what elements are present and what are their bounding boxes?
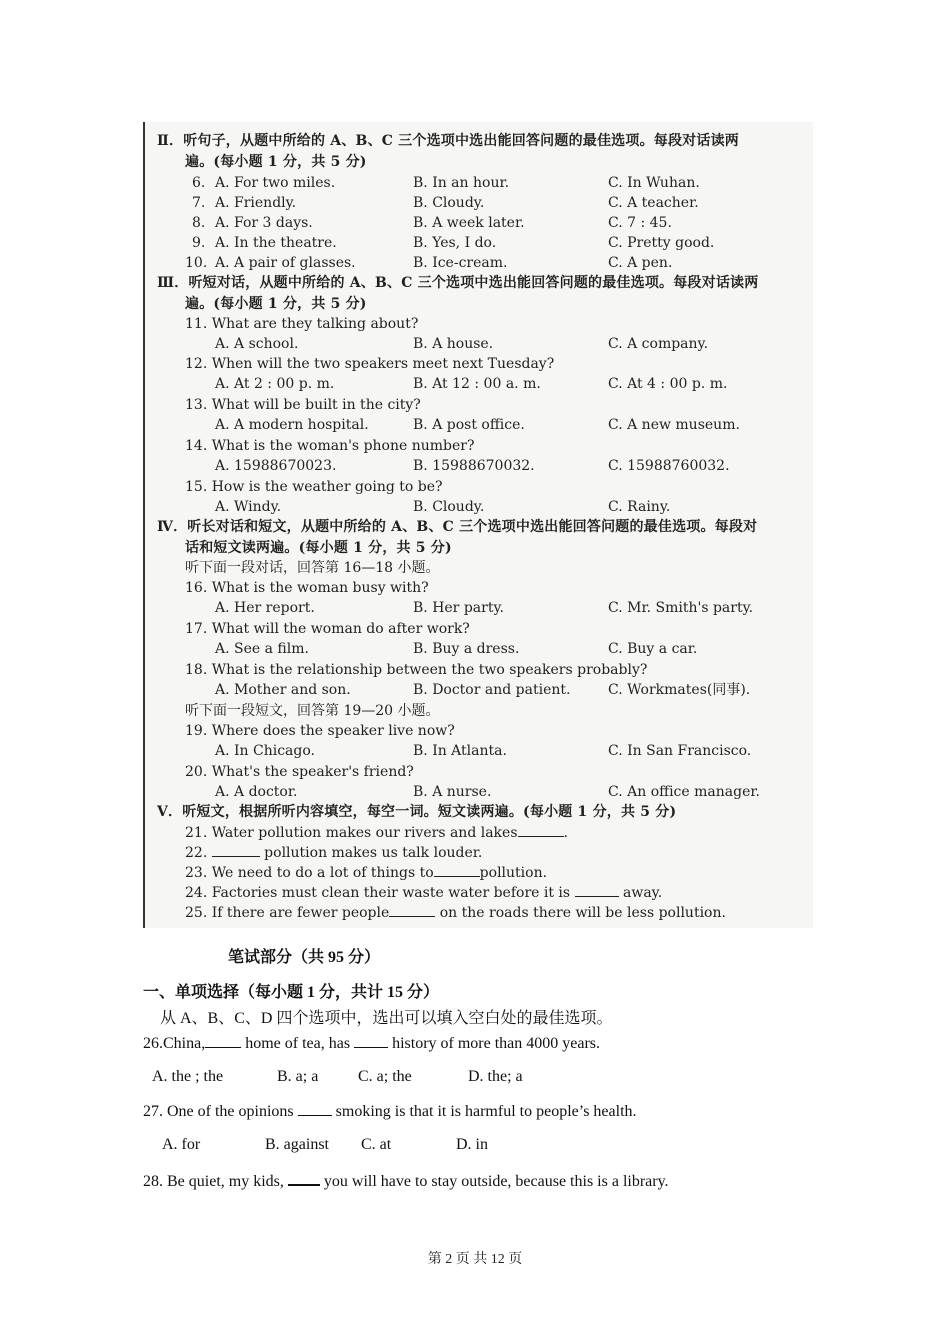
- q24-line: 24. Factories must clean their waste water before it is away.: [185, 885, 663, 901]
- option-c: C. A company.: [608, 336, 709, 352]
- question-number: 9.: [192, 235, 206, 251]
- option-b: B. 15988670032.: [413, 458, 535, 474]
- option-a: A. Windy.: [215, 499, 282, 515]
- option-a: A. In the theatre.: [215, 235, 337, 251]
- q25-line: 25. If there are fewer people on the roads there will be less pollution.: [185, 905, 726, 921]
- option-b: B. A house.: [413, 336, 494, 352]
- option-c: C. A pen.: [608, 255, 673, 271]
- q20-question: 20. What's the speaker's friend?: [185, 764, 414, 780]
- section-4-heading-cont: 话和短文读两遍。(每小题 1 分，共 5 分): [185, 540, 452, 556]
- option-c: C. Rainy.: [608, 499, 671, 515]
- question-number: 8.: [192, 215, 206, 231]
- q27-option-d: D. in: [456, 1136, 488, 1153]
- option-a: A. For two miles.: [215, 175, 336, 191]
- q16-question: 16. What is the woman busy with?: [185, 580, 429, 596]
- q22-line: 22. pollution makes us talk louder.: [185, 845, 483, 861]
- answer-blank: [389, 904, 435, 917]
- option-b: B. In an hour.: [413, 175, 510, 191]
- q18-question: 18. What is the relationship between the two speakers probably?: [185, 662, 648, 678]
- option-c: C. Workmates(同事).: [608, 682, 751, 698]
- option-a: A. See a film.: [215, 641, 309, 657]
- option-b: B. Buy a dress.: [413, 641, 520, 657]
- option-a: A. A school.: [215, 336, 299, 352]
- written-part-title: 笔试部分（共 95 分）: [228, 949, 381, 966]
- option-a: A. Friendly.: [215, 195, 297, 211]
- option-c: C. 7 : 45.: [608, 215, 672, 231]
- q14-question: 14. What is the woman's phone number?: [185, 438, 475, 454]
- option-c: C. 15988760032.: [608, 458, 730, 474]
- section-4-heading: Ⅳ．听长对话和短文，从题中所给的 A、B、C 三个选项中选出能回答问题的最佳选项。每段对: [157, 519, 758, 535]
- option-a: A. A modern hospital.: [215, 417, 369, 433]
- option-b: B. A post office.: [413, 417, 525, 433]
- option-b: B. At 12 : 00 a. m.: [413, 376, 541, 392]
- answer-blank: [298, 1101, 332, 1116]
- option-c: C. Pretty good.: [608, 235, 715, 251]
- answer-blank: [518, 824, 564, 837]
- page-footer: 第 2 页 共 12 页: [427, 1252, 523, 1267]
- option-c: C. A teacher.: [608, 195, 699, 211]
- q27-stem: 27. One of the opinions smoking is that it is harmful to people’s health.: [143, 1103, 637, 1120]
- option-c: C. In Wuhan.: [608, 175, 700, 191]
- option-c: C. Buy a car.: [608, 641, 698, 657]
- option-b: B. Cloudy.: [413, 195, 485, 211]
- option-a: A. Mother and son.: [215, 682, 351, 698]
- section-3-heading-cont: 遍。(每小题 1 分，共 5 分): [185, 296, 367, 312]
- option-c: C. In San Francisco.: [608, 743, 752, 759]
- section-4-subheading-dialogue: 听下面一段对话，回答第 16—18 小题。: [185, 560, 440, 576]
- option-b: B. Ice-cream.: [413, 255, 508, 271]
- option-a: A. Her report.: [215, 600, 315, 616]
- option-c: C. A new museum.: [608, 417, 740, 433]
- section-1-instruction: 从 A、B、C、D 四个选项中，选出可以填入空白处的最佳选项。: [160, 1010, 613, 1027]
- q27-option-a: A. for: [162, 1136, 201, 1153]
- option-b: B. A nurse.: [413, 784, 492, 800]
- question-number: 10.: [185, 255, 208, 271]
- q26-option-a: A. the ; the: [152, 1068, 224, 1085]
- q19-question: 19. Where does the speaker live now?: [185, 723, 455, 739]
- option-a: A. A pair of glasses.: [215, 255, 356, 271]
- section-2-heading: Ⅱ．听句子，从题中所给的 A、B、C 三个选项中选出能回答问题的最佳选项。每段对话读两: [157, 133, 739, 149]
- question-number: 7.: [192, 195, 206, 211]
- section-2-heading-cont: 遍。(每小题 1 分，共 5 分): [185, 154, 367, 170]
- option-c: C. An office manager.: [608, 784, 760, 800]
- section-3-heading: Ⅲ．听短对话，从题中所给的 A、B、C 三个选项中选出能回答问题的最佳选项。每段对话读两: [157, 275, 759, 291]
- option-a: A. 15988670023.: [215, 458, 337, 474]
- answer-blank: [212, 844, 260, 857]
- answer-blank: [205, 1033, 241, 1048]
- answer-blank: [354, 1033, 388, 1048]
- option-b: B. In Atlanta.: [413, 743, 507, 759]
- section-1-title: 一、单项选择（每小题 1 分，共计 15 分）: [143, 984, 440, 1001]
- option-b: B. Cloudy.: [413, 499, 485, 515]
- q26-option-c: C. a; the: [358, 1068, 412, 1085]
- q26-option-b: B. a; a: [277, 1068, 319, 1085]
- question-number: 6.: [192, 175, 206, 191]
- option-b: B. A week later.: [413, 215, 525, 231]
- q26-option-d: D. the; a: [468, 1068, 523, 1085]
- option-a: A. At 2 : 00 p. m.: [215, 376, 335, 392]
- answer-blank: [288, 1170, 320, 1186]
- q23-line: 23. We need to do a lot of things to pollution.: [185, 865, 548, 881]
- q26-stem: 26.China, home of tea, has history of more than 4000 years.: [143, 1035, 601, 1052]
- q27-option-c: C. at: [361, 1136, 392, 1153]
- q11-question: 11. What are they talking about?: [185, 316, 419, 332]
- option-c: C. At 4 : 00 p. m.: [608, 376, 728, 392]
- q13-question: 13. What will be built in the city?: [185, 397, 421, 413]
- section-5-heading: Ⅴ．听短文，根据所听内容填空，每空一词。短文读两遍。(每小题 1 分，共 5 分): [157, 804, 677, 820]
- option-a: A. A doctor.: [215, 784, 298, 800]
- q27-option-b: B. against: [265, 1136, 329, 1153]
- q12-question: 12. When will the two speakers meet next Tuesday?: [185, 356, 555, 372]
- option-b: B. Her party.: [413, 600, 504, 616]
- option-b: B. Doctor and patient.: [413, 682, 571, 698]
- option-c: C. Mr. Smith's party.: [608, 600, 754, 616]
- scanned-listening-section: [143, 122, 813, 928]
- q15-question: 15. How is the weather going to be?: [185, 479, 443, 495]
- answer-blank: [575, 884, 619, 897]
- option-b: B. Yes, I do.: [413, 235, 497, 251]
- option-a: A. In Chicago.: [215, 743, 315, 759]
- answer-blank: [434, 864, 480, 877]
- section-4-subheading-passage: 听下面一段短文，回答第 19—20 小题。: [185, 703, 440, 719]
- option-a: A. For 3 days.: [215, 215, 313, 231]
- q21-line: 21. Water pollution makes our rivers and lakes .: [185, 825, 568, 841]
- q28-stem: 28. Be quiet, my kids, you will have to stay outside, because this is a library.: [143, 1170, 669, 1192]
- q17-question: 17. What will the woman do after work?: [185, 621, 470, 637]
